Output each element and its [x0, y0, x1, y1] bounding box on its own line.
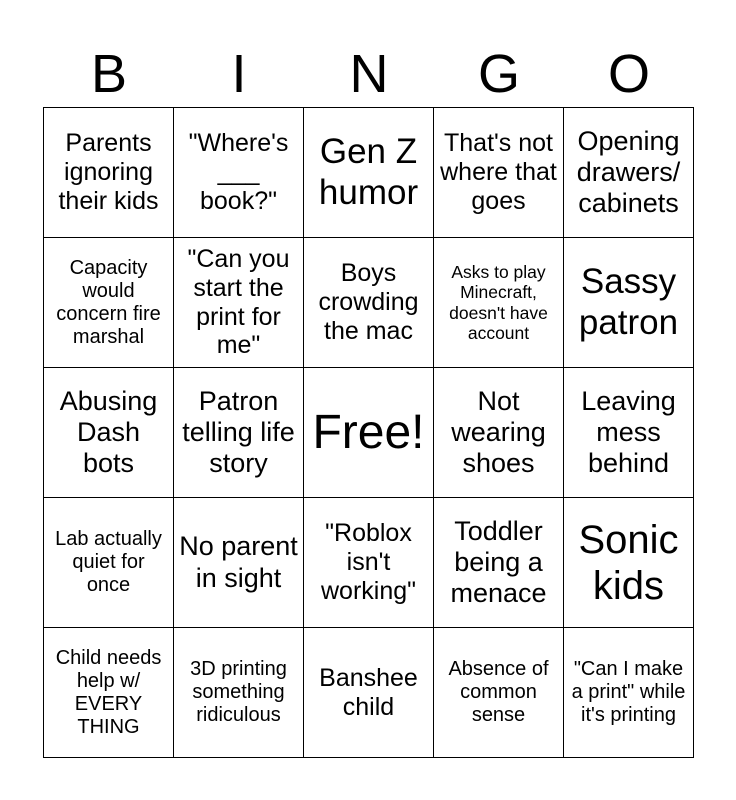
board-row	[44, 498, 694, 628]
bingo-cell[interactable]: Sassy patron	[564, 238, 694, 368]
bingo-cell[interactable]: Patron telling life story	[174, 368, 304, 498]
bingo-cell[interactable]: That's not where that goes	[434, 108, 564, 238]
bingo-cell[interactable]: Capacity would concern fire marshal	[44, 238, 174, 368]
header-letter-n: N	[349, 44, 389, 104]
bingo-board	[43, 107, 694, 758]
bingo-cell[interactable]: Gen Z humor	[304, 108, 434, 238]
bingo-cell[interactable]: Opening drawers/ cabinets	[564, 108, 694, 238]
bingo-cell[interactable]: Toddler being a menace	[434, 498, 564, 628]
bingo-cell[interactable]: Sonic kids	[564, 498, 694, 628]
bingo-cell[interactable]: Asks to play Minecraft, doesn't have account	[434, 238, 564, 368]
board-row	[44, 238, 694, 368]
bingo-cell[interactable]: Lab actually quiet for once	[44, 498, 174, 628]
board-row	[44, 628, 694, 758]
bingo-header	[44, 40, 694, 108]
board-row	[44, 108, 694, 238]
bingo-cell[interactable]: Child needs help w/ EVERY THING	[44, 628, 174, 758]
header-letter-i: I	[231, 44, 247, 104]
bingo-cell[interactable]: 3D printing something ridiculous	[174, 628, 304, 758]
bingo-cell[interactable]: Banshee child	[304, 628, 434, 758]
free-space[interactable]: Free!	[304, 368, 434, 498]
bingo-cell[interactable]: Boys crowding the mac	[304, 238, 434, 368]
bingo-cell[interactable]: Not wearing shoes	[434, 368, 564, 498]
bingo-cell[interactable]: "Can you start the print for me"	[174, 238, 304, 368]
bingo-cell[interactable]: "Can I make a print" while it's printing	[564, 628, 694, 758]
header-letter-g: G	[477, 44, 520, 104]
header-letter-o: O	[607, 44, 650, 104]
bingo-cell[interactable]: "Roblox isn't working"	[304, 498, 434, 628]
bingo-cell[interactable]: Leaving mess behind	[564, 368, 694, 498]
bingo-cell[interactable]: Abusing Dash bots	[44, 368, 174, 498]
bingo-cell[interactable]: Absence of common sense	[434, 628, 564, 758]
header-letter-b: B	[90, 44, 128, 104]
bingo-cell[interactable]: No parent in sight	[174, 498, 304, 628]
bingo-cell[interactable]: "Where's ___ book?"	[174, 108, 304, 238]
board-row	[44, 368, 694, 498]
bingo-cell[interactable]: Parents ignoring their kids	[44, 108, 174, 238]
